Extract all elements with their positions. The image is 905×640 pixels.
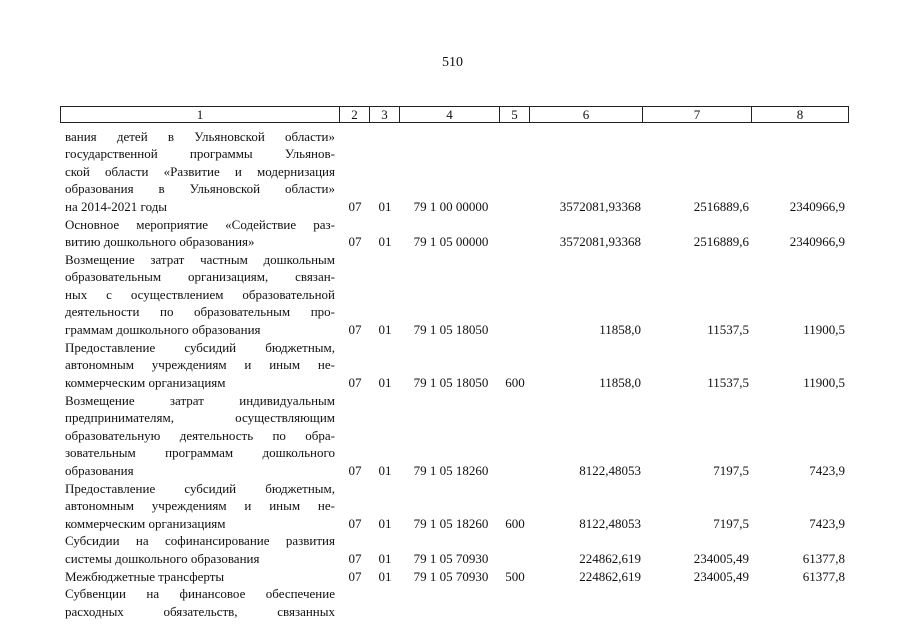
expense-type-code bbox=[502, 603, 528, 621]
header-col-8: 8 bbox=[751, 107, 848, 122]
section-code: 07 bbox=[348, 550, 362, 566]
row-description-line: образования bbox=[65, 462, 134, 478]
expense-type-code bbox=[502, 198, 528, 216]
amount-col-8 bbox=[752, 603, 845, 621]
page-number: 510 bbox=[442, 55, 463, 70]
target-article-code: 79 1 05 18260 bbox=[413, 515, 489, 531]
table-row bbox=[0, 251, 905, 339]
target-article-code: 79 1 05 18050 bbox=[413, 374, 489, 390]
amount-col-6: 8122,48053 bbox=[579, 515, 641, 531]
expense-type-code bbox=[502, 462, 528, 480]
amount-col-6: 224862,619 bbox=[579, 550, 641, 566]
amount-col-6: 11858,0 bbox=[599, 322, 641, 338]
row-description-line: вания детей в Ульяновской области» bbox=[65, 128, 335, 144]
subsection-code: 01 bbox=[378, 550, 392, 566]
amount-col-6: 11858,0 bbox=[599, 374, 641, 390]
row-description-line: ской области «Развитие и модернизация bbox=[65, 163, 335, 179]
table-row bbox=[0, 216, 905, 251]
section-code: 07 bbox=[348, 198, 362, 214]
amount-col-8: 11900,5 bbox=[803, 374, 845, 390]
row-description-line: предпринимателям, осуществляющим bbox=[65, 410, 335, 426]
row-description bbox=[65, 251, 335, 339]
target-article-code: 79 1 05 18050 bbox=[413, 322, 489, 338]
expense-type-code bbox=[502, 321, 528, 339]
row-description-line: коммерческим организациям bbox=[65, 374, 226, 390]
table-row bbox=[0, 128, 905, 216]
subsection-code: 01 bbox=[378, 322, 392, 338]
expense-type-code: 500 bbox=[505, 568, 525, 584]
row-description-line: автономным учреждениям и иным не- bbox=[65, 498, 335, 514]
section-code: 07 bbox=[348, 568, 362, 584]
table-row bbox=[0, 585, 905, 620]
target-article-code: 79 1 05 70930 bbox=[413, 550, 489, 566]
row-description-line: коммерческим организациям bbox=[65, 515, 226, 531]
row-description-line: ных с осуществлением образовательной bbox=[65, 286, 335, 302]
expense-type-code: 600 bbox=[505, 515, 525, 531]
row-description-line: Предоставление субсидий бюджетным, bbox=[65, 339, 335, 355]
subsection-code: 01 bbox=[378, 515, 392, 531]
row-description-line: Возмещение затрат индивидуальным bbox=[65, 392, 335, 408]
header-col-6: 6 bbox=[529, 107, 642, 122]
header-col-3: 3 bbox=[369, 107, 399, 122]
row-description-line: граммам дошкольного образования bbox=[65, 322, 261, 338]
table-row bbox=[0, 568, 905, 586]
amount-col-8: 61377,8 bbox=[802, 550, 845, 566]
row-description-line: образования в Ульяновской области» bbox=[65, 181, 335, 197]
header-col-7: 7 bbox=[642, 107, 751, 122]
section-code: 07 bbox=[348, 515, 362, 531]
amount-col-8: 7423,9 bbox=[809, 515, 845, 531]
row-description-line: системы дошкольного образования bbox=[65, 550, 260, 566]
subsection-code: 01 bbox=[378, 198, 392, 214]
table-row bbox=[0, 392, 905, 480]
amount-col-7: 234005,49 bbox=[693, 568, 749, 584]
header-col-5: 5 bbox=[499, 107, 529, 122]
subsection-code bbox=[371, 603, 399, 621]
section-code bbox=[341, 603, 369, 621]
section-code: 07 bbox=[348, 374, 362, 390]
amount-col-8: 7423,9 bbox=[809, 462, 845, 478]
subsection-code: 01 bbox=[378, 568, 392, 584]
amount-col-7: 11537,5 bbox=[707, 374, 749, 390]
amount-col-7: 234005,49 bbox=[693, 550, 749, 566]
row-description-line: деятельности по образовательным про- bbox=[65, 304, 335, 320]
target-article-code: 79 1 00 00000 bbox=[413, 198, 489, 214]
row-description bbox=[65, 339, 335, 392]
row-description bbox=[65, 568, 335, 586]
expense-type-code bbox=[502, 233, 528, 251]
section-code: 07 bbox=[348, 234, 362, 250]
subsection-code: 01 bbox=[378, 234, 392, 250]
row-description bbox=[65, 585, 335, 620]
amount-col-7: 2516889,6 bbox=[693, 198, 749, 214]
row-description bbox=[65, 480, 335, 533]
target-article-code: 79 1 05 70930 bbox=[413, 568, 489, 584]
table-row bbox=[0, 339, 905, 392]
row-description-line: государственной программы Ульянов- bbox=[65, 146, 335, 162]
row-description bbox=[65, 128, 335, 216]
amount-col-6: 3572081,93368 bbox=[559, 234, 641, 250]
expense-type-code: 600 bbox=[505, 374, 525, 390]
row-description-line: Возмещение затрат частным дошкольным bbox=[65, 251, 335, 267]
row-description-line: Субвенции на финансовое обеспечение bbox=[65, 586, 335, 602]
row-description-line: Основное мероприятие «Содействие раз- bbox=[65, 216, 335, 232]
amount-col-8: 61377,8 bbox=[802, 568, 845, 584]
row-description-line: зовательным программам дошкольного bbox=[65, 445, 335, 461]
section-code: 07 bbox=[348, 322, 362, 338]
header-col-4: 4 bbox=[399, 107, 499, 122]
row-description-line: автономным учреждениям и иным не- bbox=[65, 357, 335, 373]
header-col-2: 2 bbox=[339, 107, 369, 122]
row-description-line: образовательную деятельность по обра- bbox=[65, 427, 335, 443]
row-description bbox=[65, 216, 335, 251]
subsection-code: 01 bbox=[378, 462, 392, 478]
target-article-code: 79 1 05 18260 bbox=[413, 462, 489, 478]
amount-col-8: 2340966,9 bbox=[789, 234, 845, 250]
amount-col-6: 8122,48053 bbox=[579, 462, 641, 478]
amount-col-7: 7197,5 bbox=[713, 515, 749, 531]
expense-type-code bbox=[502, 550, 528, 568]
amount-col-7: 11537,5 bbox=[707, 322, 749, 338]
amount-col-6 bbox=[530, 603, 641, 621]
amount-col-6: 3572081,93368 bbox=[559, 198, 641, 214]
target-article-code bbox=[401, 603, 501, 621]
row-description bbox=[65, 392, 335, 480]
row-description-line: на 2014-2021 годы bbox=[65, 198, 168, 214]
amount-col-7: 7197,5 bbox=[713, 462, 749, 478]
amount-col-7 bbox=[644, 603, 749, 621]
table-row bbox=[0, 532, 905, 567]
amount-col-8: 2340966,9 bbox=[789, 198, 845, 214]
table-row bbox=[0, 480, 905, 533]
row-description-line: расходных обязательств, связанных bbox=[65, 603, 335, 619]
row-description-line: Предоставление субсидий бюджетным, bbox=[65, 480, 335, 496]
row-description bbox=[65, 532, 335, 567]
subsection-code: 01 bbox=[378, 374, 392, 390]
row-description-line: витию дошкольного образования» bbox=[65, 234, 255, 250]
amount-col-6: 224862,619 bbox=[579, 568, 641, 584]
amount-col-7: 2516889,6 bbox=[693, 234, 749, 250]
amount-col-8: 11900,5 bbox=[803, 322, 845, 338]
row-description-line: образовательным организациям, связан- bbox=[65, 269, 335, 285]
target-article-code: 79 1 05 00000 bbox=[413, 234, 489, 250]
row-description-line: Субсидии на софинансирование развития bbox=[65, 533, 335, 549]
row-description-line: Межбюджетные трансферты bbox=[65, 568, 225, 584]
section-code: 07 bbox=[348, 462, 362, 478]
header-col-1: 1 bbox=[196, 107, 204, 122]
